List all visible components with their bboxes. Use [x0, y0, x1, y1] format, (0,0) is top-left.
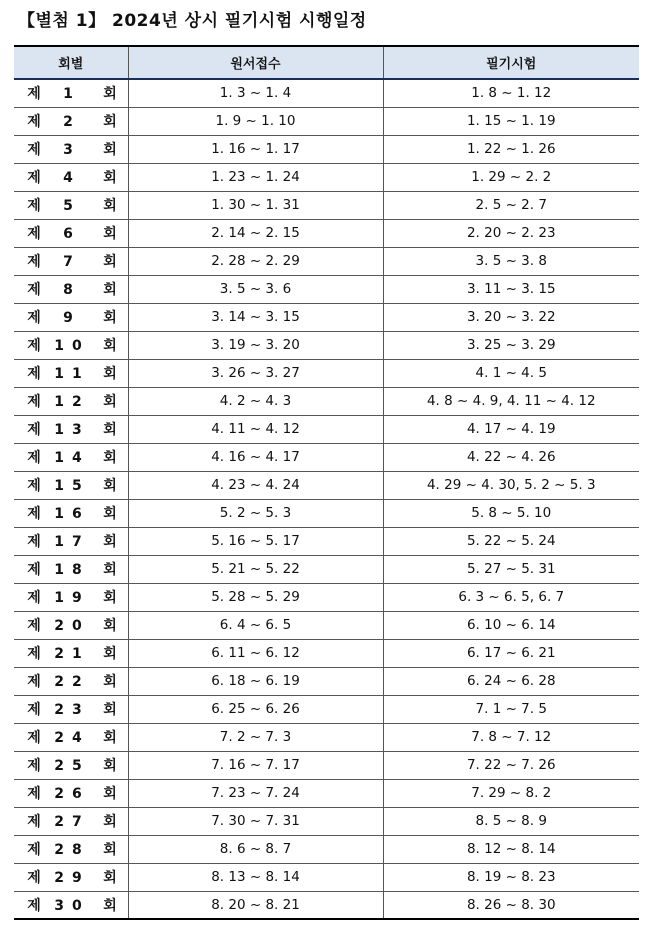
round-cell: [14, 779, 128, 807]
round-number: 14: [54, 450, 90, 466]
round-suffix: 회: [103, 562, 117, 578]
exam-period: 1. 15 ~ 1. 19: [383, 107, 639, 135]
exam-period: 4. 17 ~ 4. 19: [383, 415, 639, 443]
round-suffix: 회: [103, 702, 117, 718]
round-suffix: 회: [103, 478, 117, 494]
exam-period: 7. 22 ~ 7. 26: [383, 751, 639, 779]
table-row: [14, 611, 639, 639]
round-number: 8: [63, 282, 81, 298]
round-prefix: 제: [27, 534, 41, 550]
application-period: 3. 5 ~ 3. 6: [128, 275, 383, 303]
round-prefix: 제: [27, 506, 41, 522]
exam-period: 4. 22 ~ 4. 26: [383, 443, 639, 471]
round-number: 17: [54, 534, 90, 550]
exam-period: 4. 8 ~ 4. 9, 4. 11 ~ 4. 12: [383, 387, 639, 415]
round-number: 4: [63, 170, 81, 186]
round-prefix: 제: [27, 814, 41, 830]
round-suffix: 회: [103, 897, 117, 914]
application-period: 1. 9 ~ 1. 10: [128, 107, 383, 135]
round-prefix: 제: [27, 758, 41, 774]
header-application: 원서접수: [128, 46, 383, 79]
round-number: 27: [54, 814, 90, 830]
round-prefix: 제: [27, 897, 41, 914]
round-cell: [14, 275, 128, 303]
round-suffix: 회: [103, 366, 117, 382]
application-period: 5. 21 ~ 5. 22: [128, 555, 383, 583]
round-prefix: 제: [27, 198, 41, 214]
table-row: [14, 667, 639, 695]
table-row: [14, 247, 639, 275]
round-cell: [14, 163, 128, 191]
round-suffix: 회: [103, 590, 117, 606]
round-number: 11: [54, 366, 90, 382]
round-suffix: 회: [103, 786, 117, 802]
round-number: 18: [54, 562, 90, 578]
exam-period: 7. 8 ~ 7. 12: [383, 723, 639, 751]
round-prefix: 제: [27, 394, 41, 410]
application-period: 6. 4 ~ 6. 5: [128, 611, 383, 639]
exam-period: 1. 22 ~ 1. 26: [383, 135, 639, 163]
round-suffix: 회: [103, 870, 117, 886]
round-number: 20: [54, 618, 90, 634]
exam-period: 3. 11 ~ 3. 15: [383, 275, 639, 303]
application-period: 6. 18 ~ 6. 19: [128, 667, 383, 695]
round-cell: [14, 611, 128, 639]
round-cell: [14, 443, 128, 471]
round-number: 25: [54, 758, 90, 774]
exam-period: 8. 19 ~ 8. 23: [383, 863, 639, 891]
table-row: [14, 163, 639, 191]
exam-period: 5. 8 ~ 5. 10: [383, 499, 639, 527]
round-cell: [14, 135, 128, 163]
round-prefix: 제: [27, 142, 41, 158]
application-period: 6. 25 ~ 6. 26: [128, 695, 383, 723]
round-number: 16: [54, 506, 90, 522]
round-cell: [14, 387, 128, 415]
round-prefix: 제: [27, 590, 41, 606]
round-prefix: 제: [27, 674, 41, 690]
round-cell: [14, 667, 128, 695]
application-period: 1. 30 ~ 1. 31: [128, 191, 383, 219]
application-period: 4. 23 ~ 4. 24: [128, 471, 383, 499]
round-cell: [14, 499, 128, 527]
round-suffix: 회: [103, 814, 117, 830]
round-suffix: 회: [103, 646, 117, 662]
round-prefix: 제: [27, 226, 41, 242]
round-number: 3: [63, 142, 81, 158]
table-row: [14, 471, 639, 499]
header-round: 회별: [14, 46, 128, 79]
round-number: 24: [54, 730, 90, 746]
round-number: 2: [63, 114, 81, 130]
round-cell: [14, 807, 128, 835]
schedule-table: [14, 45, 639, 920]
table-row: [14, 807, 639, 835]
round-number: 28: [54, 842, 90, 858]
round-prefix: 제: [27, 422, 41, 438]
round-suffix: 회: [103, 842, 117, 858]
header-exam: 필기시험: [383, 46, 639, 79]
table-row: [14, 639, 639, 667]
exam-period: 6. 10 ~ 6. 14: [383, 611, 639, 639]
application-period: 5. 16 ~ 5. 17: [128, 527, 383, 555]
application-period: 1. 16 ~ 1. 17: [128, 135, 383, 163]
exam-period: 2. 20 ~ 2. 23: [383, 219, 639, 247]
round-prefix: 제: [27, 86, 41, 103]
table-row: [14, 779, 639, 807]
application-period: 1. 23 ~ 1. 24: [128, 163, 383, 191]
exam-period: 8. 12 ~ 8. 14: [383, 835, 639, 863]
round-suffix: 회: [103, 394, 117, 410]
round-prefix: 제: [27, 366, 41, 382]
table-row: [14, 555, 639, 583]
round-suffix: 회: [103, 422, 117, 438]
round-number: 26: [54, 786, 90, 802]
application-period: 8. 20 ~ 8. 21: [128, 891, 383, 919]
round-cell: [14, 219, 128, 247]
application-period: 7. 23 ~ 7. 24: [128, 779, 383, 807]
round-prefix: 제: [27, 114, 41, 130]
exam-period: 1. 29 ~ 2. 2: [383, 163, 639, 191]
exam-period: 2. 5 ~ 2. 7: [383, 191, 639, 219]
exam-period: 6. 3 ~ 6. 5, 6. 7: [383, 583, 639, 611]
round-number: 6: [63, 226, 81, 242]
round-cell: [14, 751, 128, 779]
round-suffix: 회: [103, 142, 117, 158]
exam-period: 8. 26 ~ 8. 30: [383, 891, 639, 919]
application-period: 1. 3 ~ 1. 4: [128, 79, 383, 107]
round-cell: [14, 555, 128, 583]
round-suffix: 회: [103, 450, 117, 466]
exam-period: 3. 5 ~ 3. 8: [383, 247, 639, 275]
table-row: [14, 863, 639, 891]
round-prefix: 제: [27, 618, 41, 634]
round-suffix: 회: [103, 254, 117, 270]
round-number: 10: [54, 338, 90, 354]
round-prefix: 제: [27, 450, 41, 466]
round-number: 5: [63, 198, 81, 214]
application-period: 2. 14 ~ 2. 15: [128, 219, 383, 247]
round-cell: [14, 191, 128, 219]
round-suffix: 회: [103, 618, 117, 634]
round-prefix: 제: [27, 338, 41, 354]
round-prefix: 제: [27, 870, 41, 886]
exam-period: 4. 29 ~ 4. 30, 5. 2 ~ 5. 3: [383, 471, 639, 499]
table-row: [14, 527, 639, 555]
round-cell: [14, 639, 128, 667]
application-period: 5. 28 ~ 5. 29: [128, 583, 383, 611]
table-row: [14, 275, 639, 303]
exam-period: 5. 27 ~ 5. 31: [383, 555, 639, 583]
round-number: 23: [54, 702, 90, 718]
round-prefix: 제: [27, 842, 41, 858]
round-suffix: 회: [103, 534, 117, 550]
table-row: [14, 751, 639, 779]
round-cell: [14, 527, 128, 555]
table-row: [14, 79, 639, 107]
round-prefix: 제: [27, 170, 41, 186]
table-row: [14, 835, 639, 863]
round-number: 30: [54, 897, 90, 914]
exam-period: 8. 5 ~ 8. 9: [383, 807, 639, 835]
exam-period: 3. 25 ~ 3. 29: [383, 331, 639, 359]
round-cell: [14, 247, 128, 275]
round-suffix: 회: [103, 506, 117, 522]
round-suffix: 회: [103, 758, 117, 774]
round-cell: [14, 359, 128, 387]
round-prefix: 제: [27, 310, 41, 326]
round-number: 13: [54, 422, 90, 438]
table-row: [14, 499, 639, 527]
round-number: 22: [54, 674, 90, 690]
table-row: [14, 583, 639, 611]
round-number: 29: [54, 870, 90, 886]
application-period: 8. 13 ~ 8. 14: [128, 863, 383, 891]
round-cell: [14, 695, 128, 723]
exam-period: 6. 24 ~ 6. 28: [383, 667, 639, 695]
round-cell: [14, 471, 128, 499]
exam-period: 7. 29 ~ 8. 2: [383, 779, 639, 807]
round-number: 7: [63, 254, 81, 270]
table-row: [14, 191, 639, 219]
round-suffix: 회: [103, 730, 117, 746]
table-row: [14, 359, 639, 387]
round-cell: [14, 303, 128, 331]
round-number: 19: [54, 590, 90, 606]
round-cell: [14, 891, 128, 919]
application-period: 2. 28 ~ 2. 29: [128, 247, 383, 275]
application-period: 8. 6 ~ 8. 7: [128, 835, 383, 863]
table-row: [14, 443, 639, 471]
round-suffix: 회: [103, 338, 117, 354]
table-header-row: [14, 46, 639, 79]
table-row: [14, 695, 639, 723]
application-period: 3. 19 ~ 3. 20: [128, 331, 383, 359]
round-suffix: 회: [103, 86, 117, 103]
application-period: 7. 30 ~ 7. 31: [128, 807, 383, 835]
round-cell: [14, 835, 128, 863]
round-cell: [14, 723, 128, 751]
round-cell: [14, 415, 128, 443]
round-suffix: 회: [103, 282, 117, 298]
exam-period: 1. 8 ~ 1. 12: [383, 79, 639, 107]
exam-period: 4. 1 ~ 4. 5: [383, 359, 639, 387]
round-suffix: 회: [103, 198, 117, 214]
exam-period: 7. 1 ~ 7. 5: [383, 695, 639, 723]
round-suffix: 회: [103, 674, 117, 690]
application-period: 4. 16 ~ 4. 17: [128, 443, 383, 471]
round-prefix: 제: [27, 730, 41, 746]
round-suffix: 회: [103, 114, 117, 130]
round-prefix: 제: [27, 646, 41, 662]
application-period: 7. 16 ~ 7. 17: [128, 751, 383, 779]
round-prefix: 제: [27, 282, 41, 298]
table-row: [14, 135, 639, 163]
round-prefix: 제: [27, 478, 41, 494]
exam-period: 6. 17 ~ 6. 21: [383, 639, 639, 667]
round-suffix: 회: [103, 170, 117, 186]
round-prefix: 제: [27, 786, 41, 802]
application-period: 4. 11 ~ 4. 12: [128, 415, 383, 443]
application-period: 4. 2 ~ 4. 3: [128, 387, 383, 415]
document-title: 【별첨 1】 2024년 상시 필기시험 시행일정: [18, 11, 367, 31]
round-prefix: 제: [27, 702, 41, 718]
table-body: [14, 79, 639, 919]
application-period: 3. 26 ~ 3. 27: [128, 359, 383, 387]
round-suffix: 회: [103, 310, 117, 326]
table-row: [14, 891, 639, 919]
table-row: [14, 723, 639, 751]
application-period: 5. 2 ~ 5. 3: [128, 499, 383, 527]
round-number: 12: [54, 394, 90, 410]
round-cell: [14, 107, 128, 135]
exam-period: 5. 22 ~ 5. 24: [383, 527, 639, 555]
table-row: [14, 303, 639, 331]
application-period: 7. 2 ~ 7. 3: [128, 723, 383, 751]
application-period: 6. 11 ~ 6. 12: [128, 639, 383, 667]
round-number: 15: [54, 478, 90, 494]
table-row: [14, 107, 639, 135]
round-cell: [14, 583, 128, 611]
round-number: 21: [54, 646, 90, 662]
round-cell: [14, 79, 128, 107]
round-prefix: 제: [27, 562, 41, 578]
round-number: 9: [63, 310, 81, 326]
round-suffix: 회: [103, 226, 117, 242]
table-row: [14, 415, 639, 443]
application-period: 3. 14 ~ 3. 15: [128, 303, 383, 331]
round-cell: [14, 331, 128, 359]
table-row: [14, 331, 639, 359]
round-number: 1: [63, 86, 81, 103]
exam-period: 3. 20 ~ 3. 22: [383, 303, 639, 331]
table-row: [14, 219, 639, 247]
table-row: [14, 387, 639, 415]
round-prefix: 제: [27, 254, 41, 270]
round-cell: [14, 863, 128, 891]
